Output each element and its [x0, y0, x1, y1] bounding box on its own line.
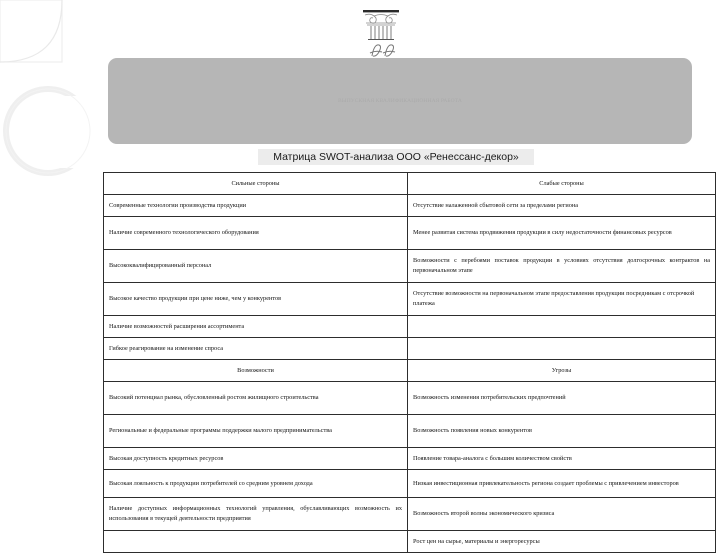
strength-cell-2: Наличие современного технологического оборудования [104, 217, 408, 250]
weakness-cell-2: Менее развитая система продвижения продукции в силу недостаточности финансовых ресурсов [408, 217, 716, 250]
banner-text: ВЫПУСКНАЯ КВАЛИФИКАЦИОННАЯ РАБОТА [338, 97, 462, 104]
opportunity-cell-1: Высокий потенциал рынка, обусловленный ростом жилищного строительства [104, 382, 408, 415]
company-logo-icon [352, 4, 410, 60]
table-row-header-ot [104, 360, 716, 382]
table-row [104, 448, 716, 470]
opportunity-cell-5: Наличие доступных информационных технологий управления, обуславливающих возможность их использования в текущей деятельности предприятия [104, 498, 408, 531]
strength-cell-5: Наличие возможностей расширения ассортимента [104, 316, 408, 338]
strength-cell-3: Высококвалифицированный персонал [104, 250, 408, 283]
weakness-cell-1: Отсутствие налаженной сбытовой сети за пределами региона [408, 195, 716, 217]
table-row [104, 338, 716, 360]
opportunity-cell-4: Высокая лояльность к продукции потребителей со средним уровнем дохода [104, 470, 408, 498]
header-weaknesses: Слабые стороны [408, 173, 716, 195]
table-row [104, 498, 716, 531]
opportunity-cell-2: Региональные и федеральные программы поддержки малого предпринимательства [104, 415, 408, 448]
opportunity-cell-3: Высокая доступность кредитных ресурсов [104, 448, 408, 470]
table-row [104, 382, 716, 415]
header-banner [108, 58, 692, 144]
table-row [104, 250, 716, 283]
header-threats: Угрозы [408, 360, 716, 382]
weakness-cell-4: Отсутствие возможности на первоначальном этапе предоставления продукции посредникам с отсрочкой платежа [408, 283, 716, 316]
table-row [104, 316, 716, 338]
weakness-cell-6 [408, 338, 716, 360]
strength-cell-1: Современные технологии производства продукции [104, 195, 408, 217]
table-row [104, 531, 716, 553]
table-row [104, 195, 716, 217]
weakness-cell-5 [408, 316, 716, 338]
threat-cell-2: Возможность появления новых конкурентов [408, 415, 716, 448]
swot-matrix-table [103, 172, 716, 553]
threat-cell-3: Появление товара-аналога с большим количеством свойств [408, 448, 716, 470]
threat-cell-5: Возможность второй волны экономического кризиса [408, 498, 716, 531]
table-row [104, 415, 716, 448]
threat-cell-1: Возможность изменения потребительских предпочтений [408, 382, 716, 415]
table-row-header-sw [104, 173, 716, 195]
strength-cell-4: Высокое качество продукции при цене ниже, чем у конкурентов [104, 283, 408, 316]
table-row [104, 217, 716, 250]
table-row [104, 470, 716, 498]
table-row [104, 283, 716, 316]
threat-cell-6: Рост цен на сырье, материалы и энергоресурсы [408, 531, 716, 553]
page-title: Матрица SWOT-анализа ООО «Ренессанс-декор» [258, 149, 534, 165]
decorative-arcs [0, 0, 95, 215]
strength-cell-6: Гибкое реагирование на изменение спроса [104, 338, 408, 360]
weakness-cell-3: Возможности с перебоями поставок продукции в условиях отсутствия долгосрочных контрактов на первоначальном этапе [408, 250, 716, 283]
header-opportunities: Возможности [104, 360, 408, 382]
opportunity-cell-6 [104, 531, 408, 553]
header-strengths: Сильные стороны [104, 173, 408, 195]
threat-cell-4: Низкая инвестиционная привлекательность региона создает проблемы с привлечением инвесторов [408, 470, 716, 498]
